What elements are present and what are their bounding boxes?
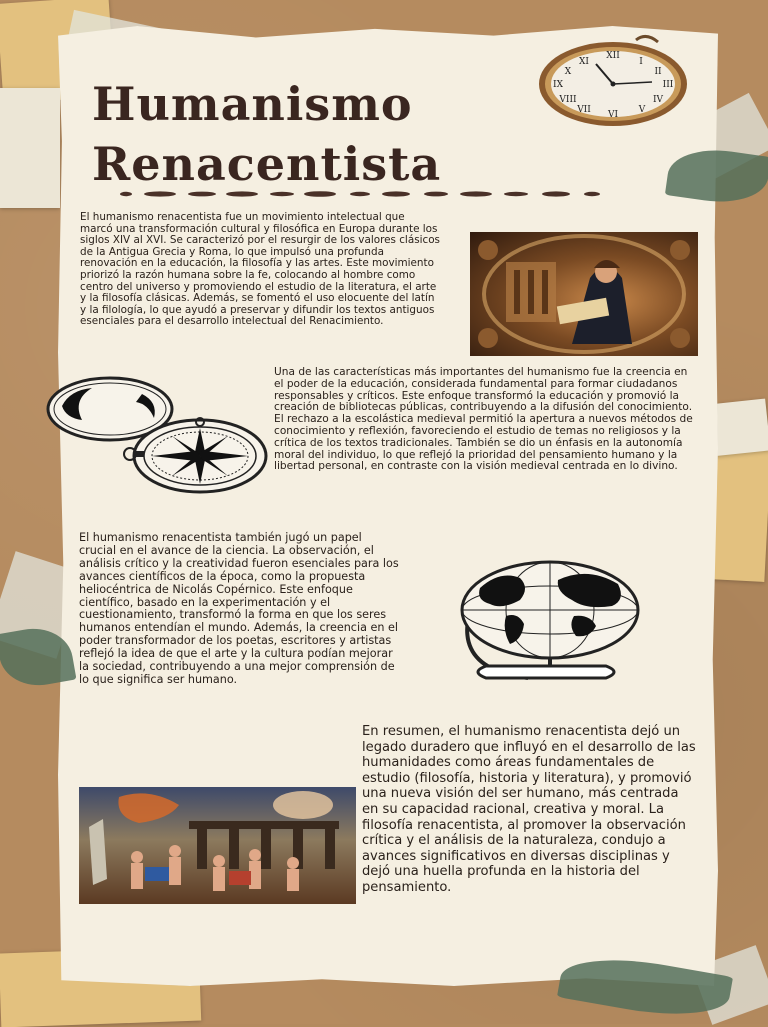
renaissance-painting (79, 787, 356, 904)
svg-text:IX: IX (553, 80, 563, 90)
svg-text:VIII: VIII (559, 95, 577, 105)
svg-text:V: V (638, 105, 646, 115)
svg-text:XI: XI (579, 57, 589, 67)
pocket-watch-icon (536, 32, 692, 130)
title-line-2: Renacentista (92, 137, 442, 191)
svg-text:II: II (654, 67, 662, 77)
title-line-1: Humanismo (92, 77, 413, 131)
paper-scrap-left-lined (0, 88, 60, 208)
globe-icon (446, 558, 644, 684)
svg-text:IV: IV (652, 95, 664, 105)
compass-rose-icon (120, 416, 270, 496)
svg-text:VI: VI (607, 110, 619, 120)
svg-text:X: X (564, 67, 572, 77)
science-paragraph: El humanismo renacentista también jugó un papel crucial en el avance de la ciencia. La observación, el análisis crítico y la creatividad fueron esenciales para los avances científicos de la época, como la propuesta heliocéntrica de Nicolás Copérnico. Este enfoque científico, basado en la experimentación y el cuestionamiento, transformó la forma en que los seres humanos entendían el mundo. Además, la creencia en el poder transformador de los poetas, escritores y artistas reflejó la idea de que el arte y la cultura podían mejorar la sociedad, contribuyendo a una mejor comprensión de lo que significa ser humano. (79, 531, 399, 686)
svg-text:I: I (639, 57, 643, 67)
scholar-reading-painting (470, 232, 698, 356)
intro-paragraph: El humanismo renacentista fue un movimiento intelectual que marcó una transformación cultural y filosófica en Europa durante los siglos XIV al XVI. Se caracterizó por el resurgir de los valores clásicos de la Antigua Grecia y Roma, lo que impulsó una profunda renovación en la educación, la filosofía y las artes. Este movimiento priorizó la razón humana sobre la fe, colocando al hombre como centro del universo y promoviendo el estudio de la literatura, el arte y la filosofía clásicas. Además, se fomentó el uso elocuente del latín y la filología, lo que ayudó a preservar y difundir los textos antiguos esenciales para el desarrollo intelectual del Renacimiento. (80, 211, 440, 328)
svg-text:III: III (662, 80, 674, 90)
education-paragraph: Una de las características más importantes del humanismo fue la creencia en el poder de la educación, considerada fundamental para formar ciudadanos responsables y críticos. Este enfoque transformó la educación y promovió la creación de bibliotecas públicas, contribuyendo a la difusión del conocimiento. El rechazo a la escolástica medieval permitió la apertura a nuevos métodos de conocimiento y reflexión, favoreciendo el estudio de temas no religiosos y la crítica de los textos tradicionales. También se dio un énfasis en la autonomía moral del individuo, lo que reflejó la prioridad del pensamiento humano y la libertad personal, en contraste con la visión medieval centrada en lo divino. (274, 366, 693, 473)
title-divider (120, 190, 600, 198)
svg-text:VII: VII (577, 105, 591, 115)
svg-text:XII: XII (606, 51, 620, 61)
page-title (92, 74, 441, 194)
summary-paragraph: En resumen, el humanismo renacentista dejó un legado duradero que influyó en el desarrollo de las humanidades como áreas fundamentales de estudio (filosofía, historia y literatura), y promovió una nueva visión del ser humano, más centrada en su capacidad racional, creativa y moral. La filosofía renacentista, al promover la observación crítica y el análisis de la naturaleza, condujo a avances significativos en diversas disciplinas y dejó una huella profunda en la historia del pensamiento. (362, 724, 696, 895)
